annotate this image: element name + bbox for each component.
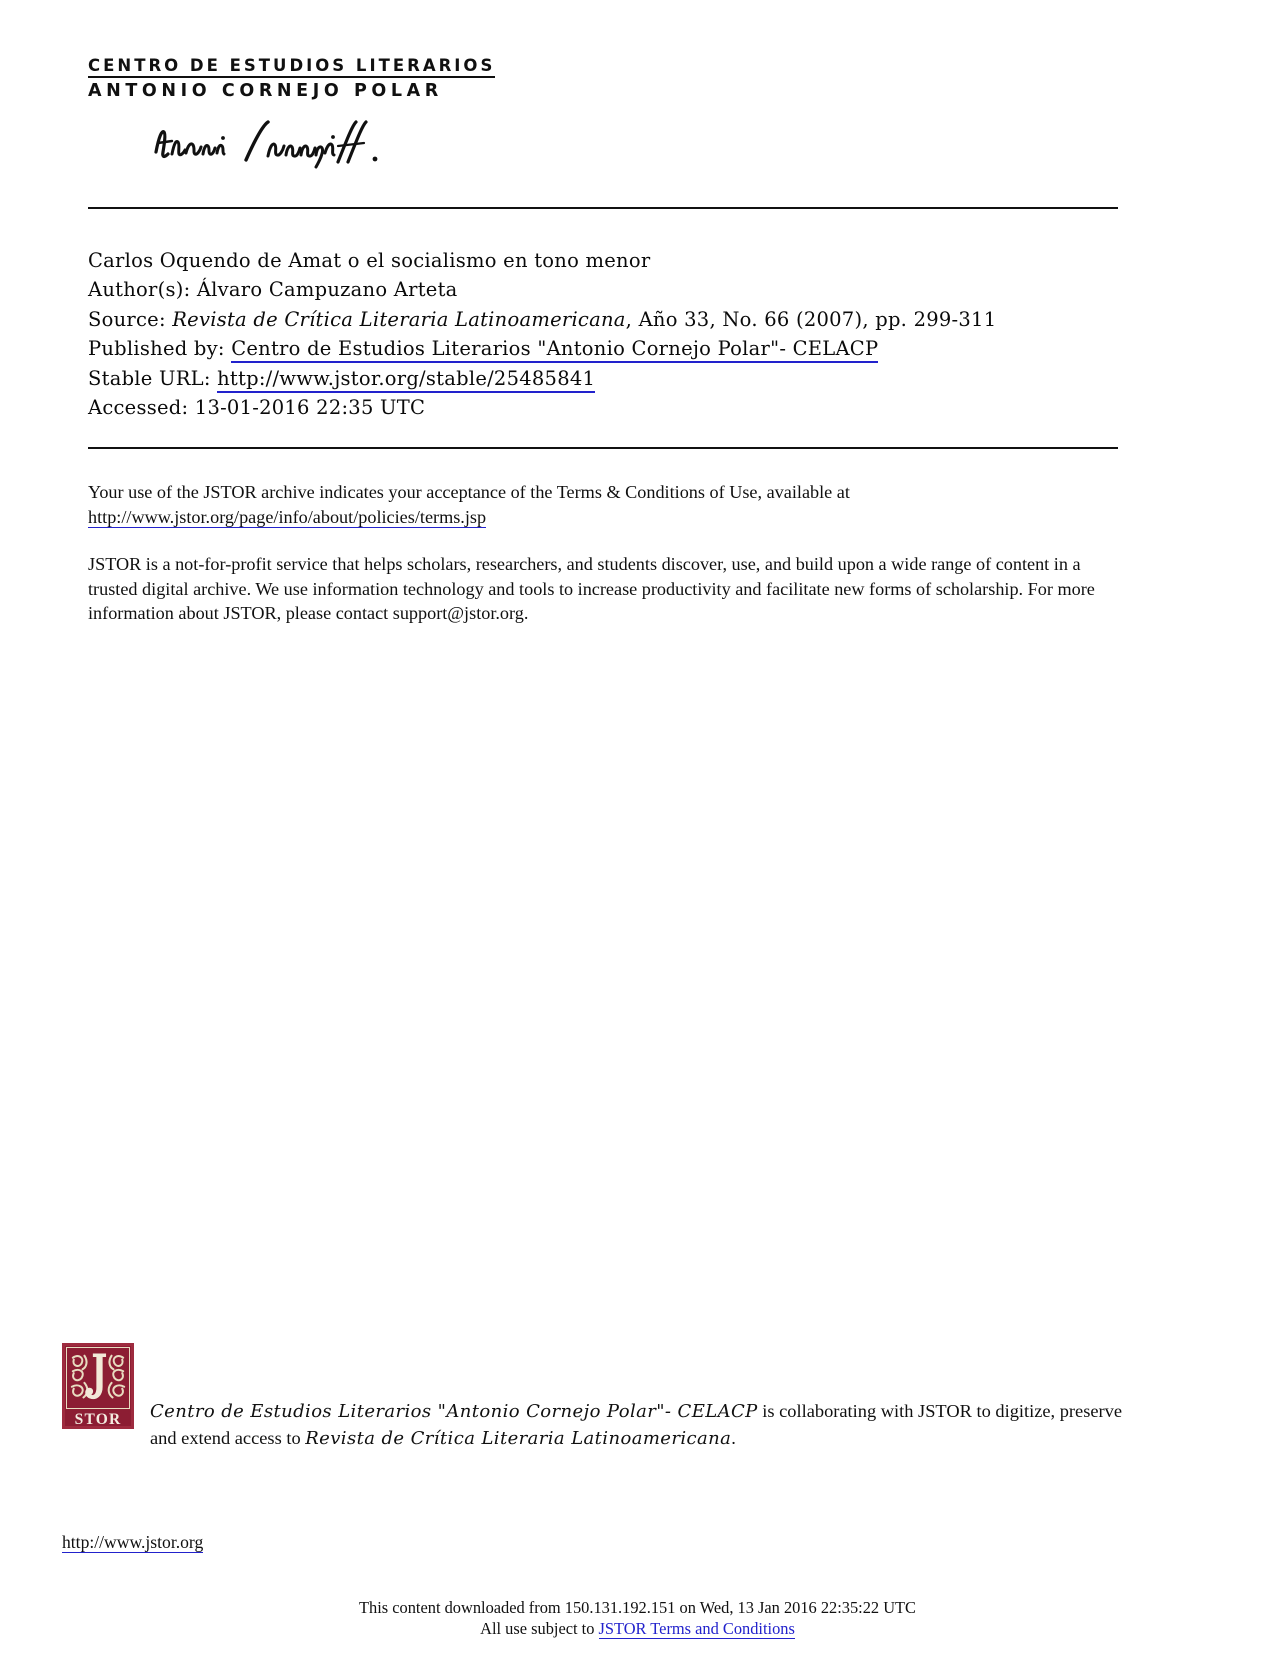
collab-middle-text: is collaborating with JSTOR to digitize, preserve and extend access to [150, 1401, 1123, 1448]
collab-publisher-name: Centro de Estudios Literarios "Antonio Cornejo Polar"- CELACP [150, 1401, 758, 1422]
source-details: , Año 33, No. 66 (2007), pp. 299-311 [625, 307, 997, 331]
collab-period: . [731, 1428, 736, 1448]
jstor-homepage-link[interactable]: http://www.jstor.org [62, 1532, 204, 1552]
source-label: Source: [88, 307, 173, 331]
terms-policy-link[interactable]: http://www.jstor.org/page/info/about/policies/terms.jsp [88, 506, 487, 527]
citation-source-row [88, 305, 1128, 334]
terms-subject-prefix: All use subject to [480, 1619, 599, 1638]
download-footer [0, 1597, 1275, 1639]
publisher-logo [88, 58, 518, 102]
citation-publisher-row [88, 334, 1128, 363]
citation-title-row [88, 246, 1128, 275]
terms-paragraph-1 [88, 480, 1106, 529]
publisher-logo-line1: CENTRO DE ESTUDIOS LITERARIOS [88, 58, 495, 78]
paragraph-gap [88, 529, 1106, 552]
signature-image [150, 112, 390, 174]
collab-journal-name: Revista de Crítica Literaria Latinoamericana [305, 1428, 732, 1449]
terms-paragraph-2: JSTOR is a not-for-profit service that helps scholars, researchers, and students discover, use, and build upon a wide range of content in a trusted digital archive. We use information technology and tools to increase productivity and facilitate new forms of scholarship. For more information about JSTOR, please contact support@jstor.org. [88, 554, 1095, 624]
terms-paragraph-1-text: Your use of the JSTOR archive indicates your acceptance of the Terms & Conditions of Use, available at [88, 482, 850, 502]
collaboration-statement [150, 1398, 1140, 1452]
accessed-value: 13-01-2016 22:35 UTC [194, 396, 426, 420]
citation-block [88, 246, 1128, 422]
citation-stable-url-row [88, 364, 1128, 393]
publisher-link[interactable]: Centro de Estudios Literarios "Antonio Cornejo Polar"- CELACP [231, 337, 878, 363]
article-title: Carlos Oquendo de Amat o el socialismo en tono menor [88, 249, 651, 272]
publisher-logo-line2: ANTONIO CORNEJO POLAR [88, 80, 443, 101]
published-by-label: Published by: [88, 337, 232, 361]
jstor-logo-ornament-panel [66, 1347, 130, 1409]
stable-url-link[interactable]: http://www.jstor.org/stable/25485841 [217, 367, 595, 393]
terms-subject-line [0, 1618, 1275, 1639]
author-value: Álvaro Campuzano Arteta [196, 278, 458, 302]
citation-author-row [88, 275, 1128, 304]
jstor-wordmark: STOR [74, 1410, 122, 1428]
jstor-logo [62, 1343, 134, 1429]
stable-url-label: Stable URL: [88, 366, 218, 390]
divider-top [88, 207, 1118, 209]
jstor-homepage-url [62, 1532, 203, 1553]
citation-accessed-row [88, 393, 1128, 422]
divider-bottom [88, 447, 1118, 449]
terms-section [88, 480, 1106, 626]
download-info-line: This content downloaded from 150.131.192.151 on Wed, 13 Jan 2016 22:35:22 UTC [359, 1598, 916, 1617]
jstor-terms-conditions-link[interactable]: JSTOR Terms and Conditions [598, 1619, 795, 1638]
author-label: Author(s): [88, 278, 197, 302]
source-journal: Revista de Crítica Literaria Latinoamericana [172, 307, 626, 331]
accessed-label: Accessed: [88, 396, 195, 420]
